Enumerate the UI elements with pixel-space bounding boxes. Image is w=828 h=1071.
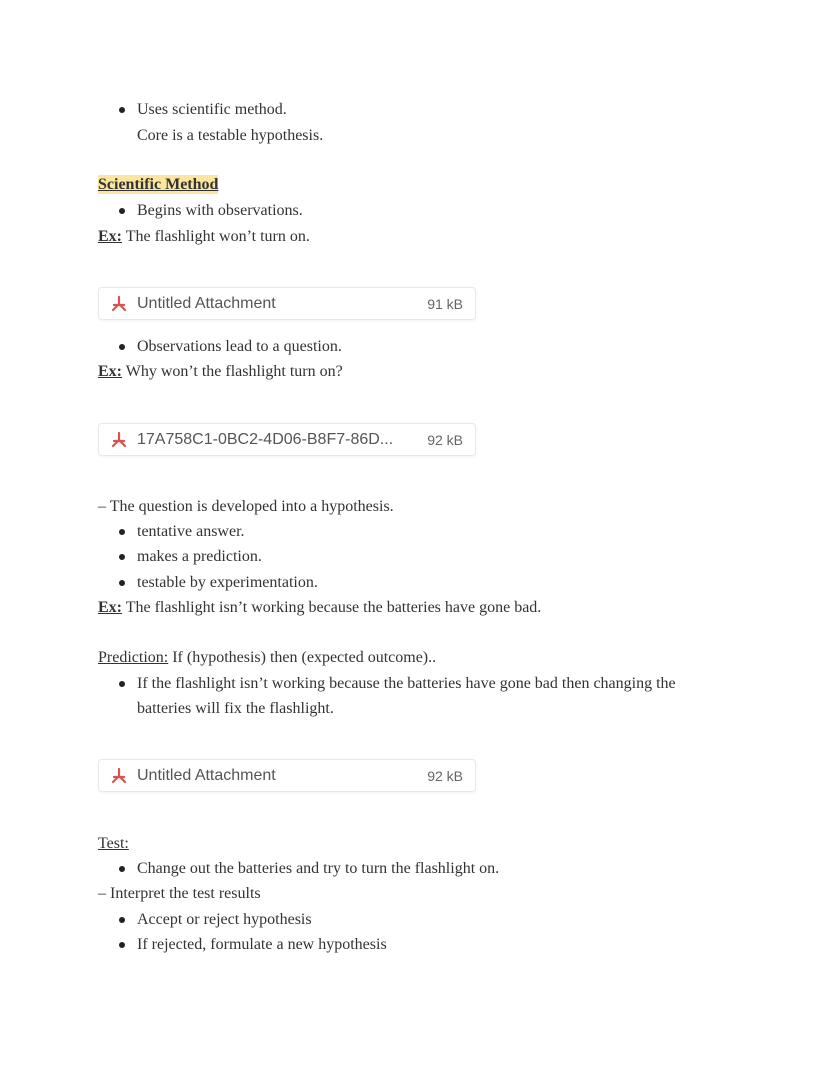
attachment-name: Untitled Attachment: [137, 766, 276, 784]
bullet-item: Begins with observations.: [137, 202, 303, 219]
ex-label: Ex:: [98, 228, 122, 245]
bullet-item: Uses scientific method.: [137, 101, 287, 118]
bullet-item: Observations lead to a question.: [137, 338, 342, 355]
example-line: [98, 362, 343, 382]
text-line: – The question is developed into a hypothesis.: [98, 498, 394, 515]
bullet-item: tentative answer.: [137, 523, 245, 540]
prediction-text: If (hypothesis) then (expected outcome)..: [172, 649, 437, 666]
example-text: The flashlight isn’t working because the batteries have gone bad.: [125, 599, 542, 616]
bullet-item: testable by experimentation.: [137, 574, 318, 591]
attachment-card[interactable]: [98, 423, 476, 456]
attachment-name: 17A758C1-0BC2-4D06-B8F7-86D...: [137, 430, 394, 448]
example-text: Why won’t the flashlight turn on?: [125, 363, 343, 380]
example-line: [98, 227, 310, 247]
pdf-icon: [111, 296, 127, 312]
bullet-item: makes a prediction.: [137, 548, 262, 565]
prediction-label: Prediction:: [98, 649, 169, 666]
bullet-item: If rejected, formulate a new hypothesis: [137, 936, 387, 953]
section-heading: [98, 175, 218, 195]
attachment-card[interactable]: [98, 287, 476, 320]
text-line: – Interpret the test results: [98, 885, 261, 902]
pdf-icon: [111, 768, 127, 784]
bullet-item: Change out the batteries and try to turn the flashlight on.: [137, 860, 500, 877]
bullet-item: If the flashlight isn’t working because the batteries have gone bad then changing the: [137, 675, 676, 692]
bullet-item: Accept or reject hypothesis: [137, 911, 312, 928]
pdf-icon: [111, 432, 127, 448]
attachment-card[interactable]: [98, 759, 476, 792]
text-line: batteries will fix the flashlight.: [137, 700, 334, 717]
text-line: Core is a testable hypothesis.: [137, 127, 324, 144]
example-text: The flashlight won’t turn on.: [125, 228, 310, 245]
test-label: Test:: [98, 835, 129, 852]
ex-label: Ex:: [98, 599, 122, 616]
ex-label: Ex:: [98, 363, 122, 380]
attachment-size: 91 kB: [427, 295, 463, 312]
highlighted-heading: Scientific Method: [98, 176, 219, 193]
prediction-line: [98, 648, 436, 668]
example-line: [98, 598, 541, 618]
attachment-size: 92 kB: [427, 767, 463, 784]
attachment-size: 92 kB: [427, 431, 463, 448]
attachment-name: Untitled Attachment: [137, 294, 276, 312]
